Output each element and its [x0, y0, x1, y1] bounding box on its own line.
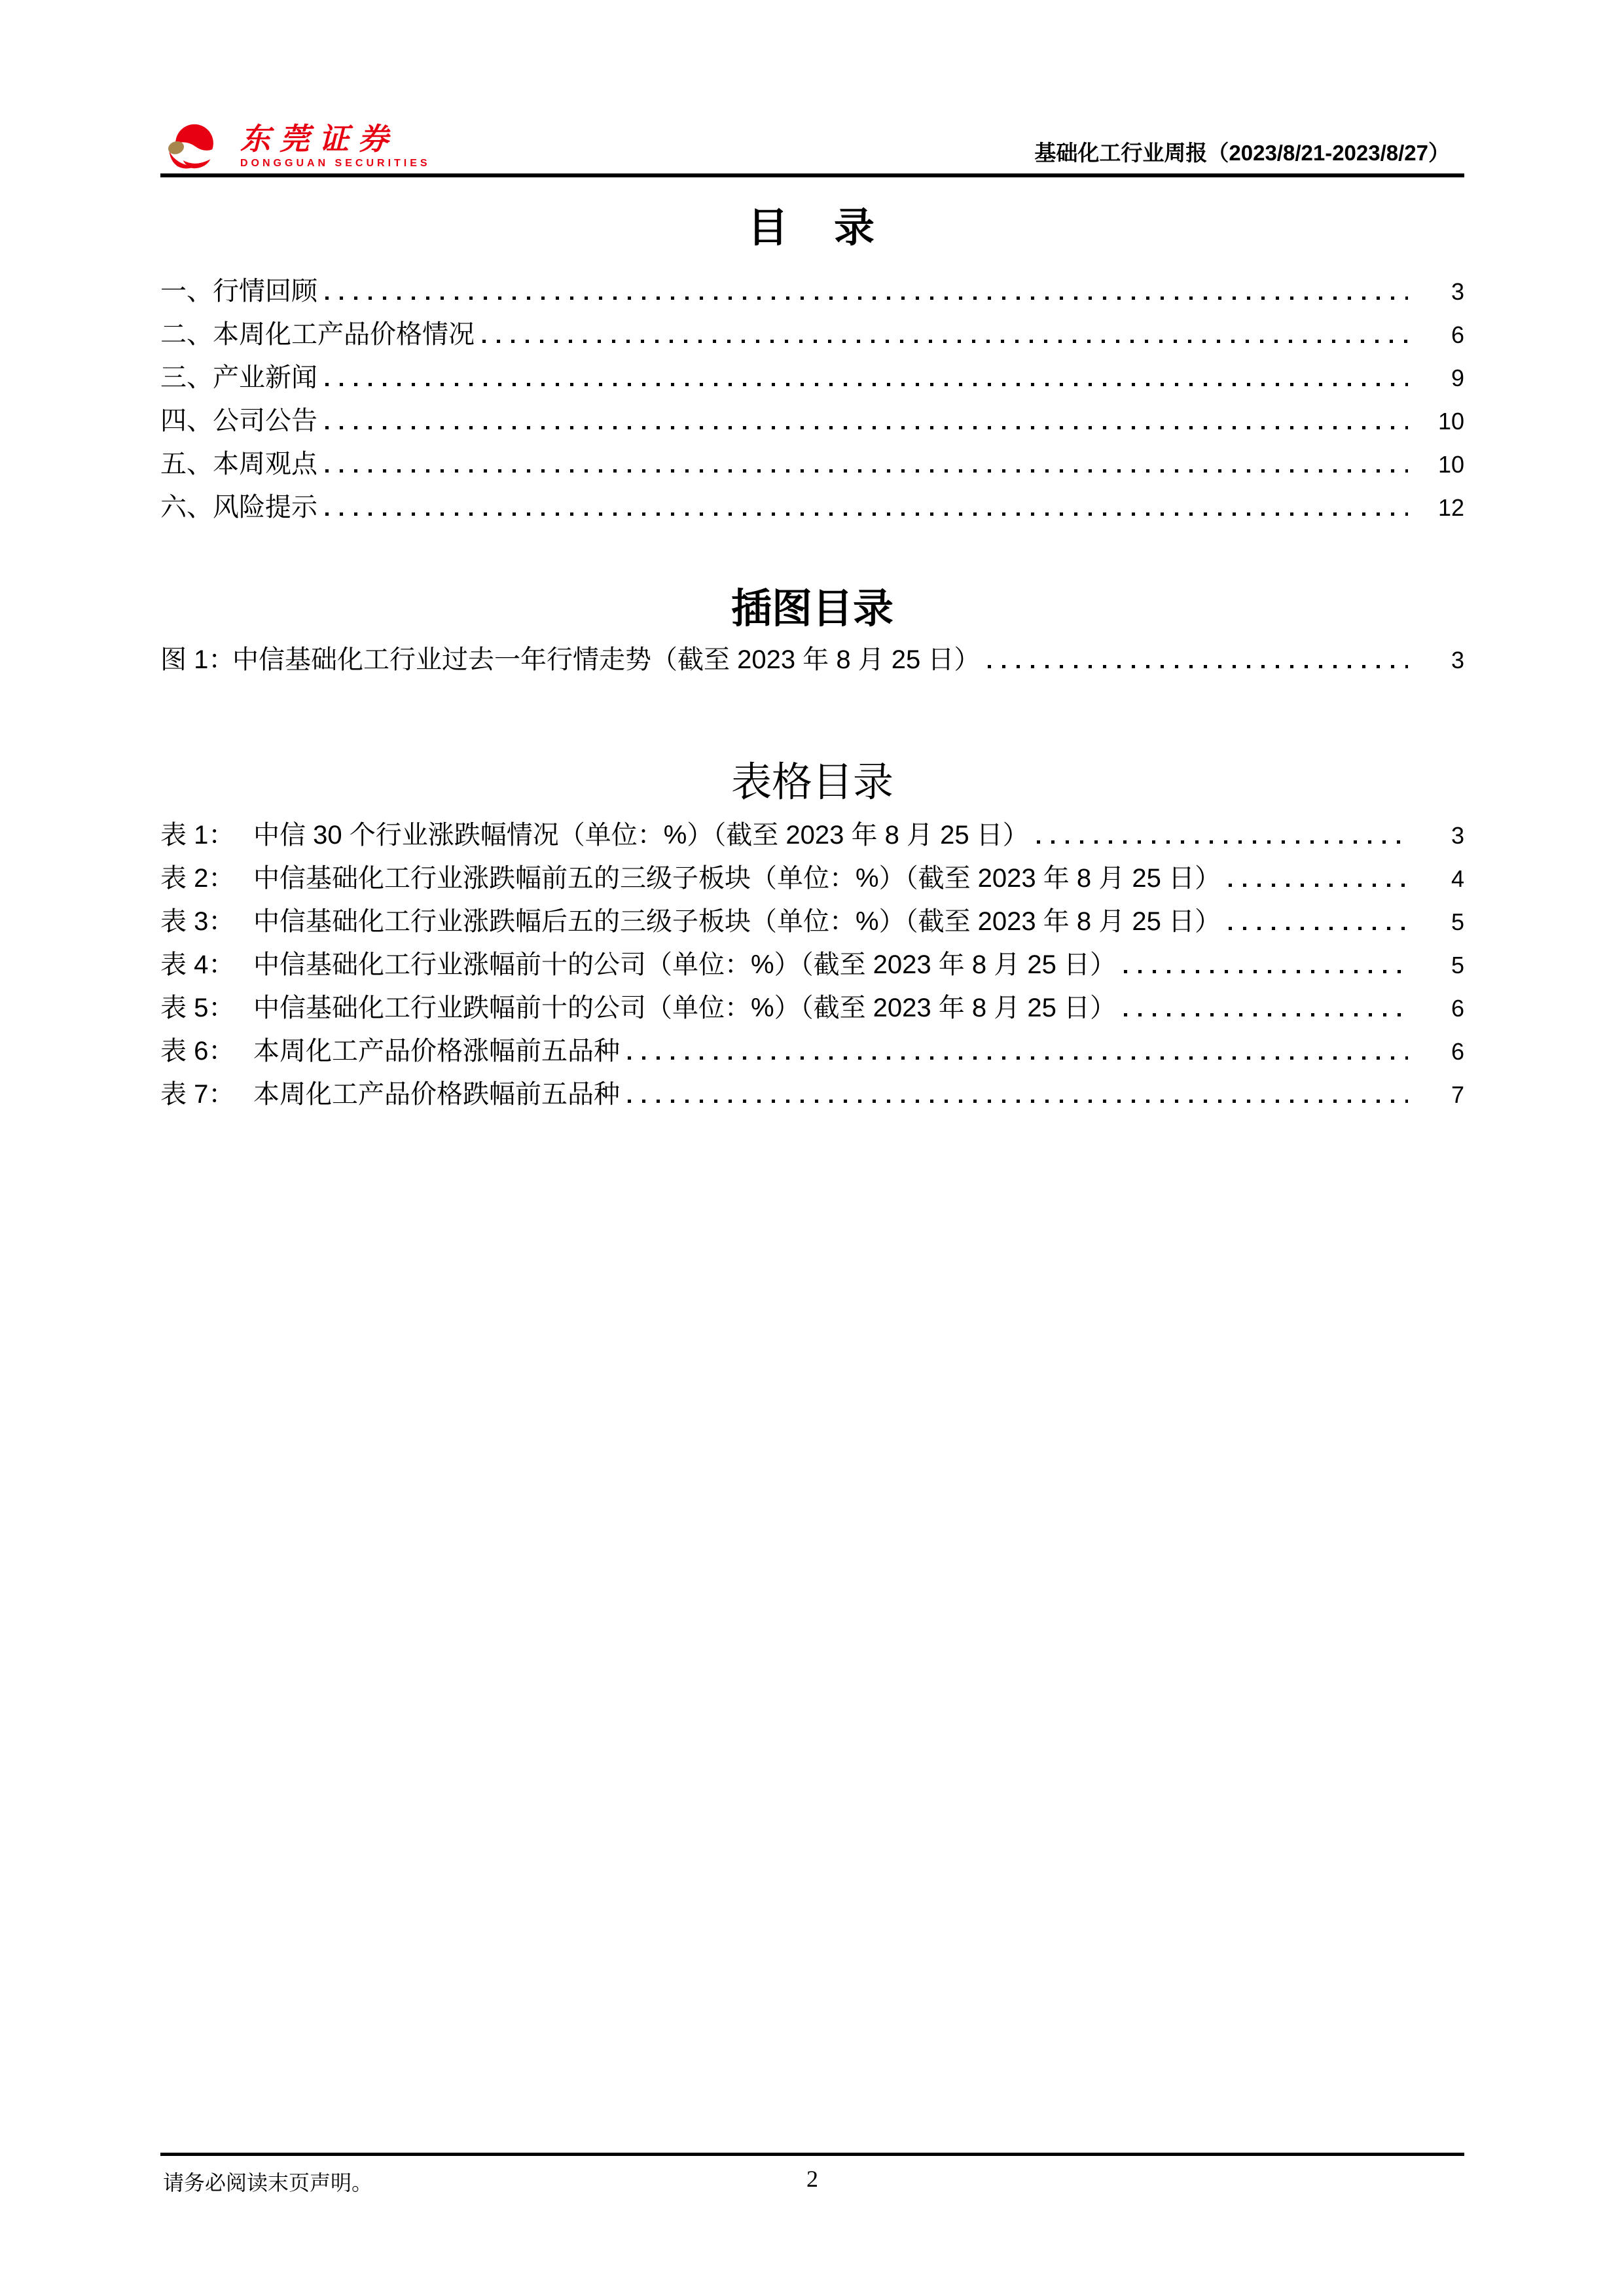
table-entry-label: 中信 30 个行业涨跌幅情况（单位：%）（截至 2023 年 8 月 25 日）: [253, 821, 1029, 850]
brand-text: [240, 124, 431, 170]
table-entry-number: 表 3：: [160, 907, 235, 936]
table-page-number: 6: [1451, 995, 1464, 1022]
dot-leader: [1037, 840, 1408, 844]
table-entry: [160, 900, 1464, 943]
table-page-number: 3: [1451, 822, 1464, 849]
table-entry-number: 表 1：: [160, 821, 235, 850]
table-page-number: 5: [1451, 952, 1464, 978]
table-page-number: 5: [1451, 908, 1464, 935]
tables-list-title: 表格目录: [731, 760, 893, 805]
toc-entry-label: 二、本周化工产品价格情况: [160, 320, 475, 349]
table-page-number: 6: [1451, 1038, 1464, 1065]
brand-logo: [166, 124, 431, 170]
dot-leader: [325, 383, 1408, 386]
toc-entry: [160, 442, 1464, 486]
table-entry-label: 本周化工产品价格跌幅前五品种: [253, 1080, 620, 1109]
toc-entry-label: 三、产业新闻: [160, 363, 317, 392]
dot-leader: [325, 426, 1408, 429]
figure-page-number: 3: [1451, 647, 1464, 673]
dongguan-securities-logo-icon: [166, 124, 223, 170]
dot-leader: [325, 512, 1408, 516]
table-entry-number: 表 6：: [160, 1037, 235, 1066]
table-entry-label: 中信基础化工行业跌幅前十的公司（单位：%）（截至 2023 年 8 月 25 日）: [253, 994, 1116, 1022]
toc-entry-label: 六、风险提示: [160, 493, 317, 522]
toc-page-number: 3: [1451, 278, 1464, 305]
toc-entry-label: 一、行情回顾: [160, 277, 317, 306]
tables-list: [160, 814, 1464, 1116]
figure-entry-number: 图 1：: [160, 645, 235, 674]
toc-entry: [160, 399, 1464, 442]
dot-leader: [1229, 884, 1408, 887]
brand-name-en: DONGGUAN SECURITIES: [240, 158, 431, 169]
dot-leader: [988, 665, 1408, 668]
toc-page-number: 12: [1437, 494, 1464, 521]
table-entry: [160, 986, 1464, 1030]
table-entry: [160, 1030, 1464, 1073]
page-header: [160, 120, 1464, 173]
header-rule: [160, 173, 1464, 177]
toc-entry-label: 五、本周观点: [160, 450, 317, 478]
toc-entry: [160, 486, 1464, 529]
table-entry: [160, 1073, 1464, 1116]
dot-leader: [628, 1100, 1408, 1103]
figures-list: [160, 638, 1464, 681]
footer-page-number: 2: [806, 2166, 818, 2192]
toc-entry-label: 四、公司公告: [160, 406, 317, 435]
toc-list: [160, 270, 1464, 529]
figure-entry-label: 中信基础化工行业过去一年行情走势（截至 2023 年 8 月 25 日）: [232, 645, 981, 674]
table-entry: [160, 857, 1464, 900]
toc-page-number: 10: [1437, 408, 1464, 435]
toc-entry: [160, 270, 1464, 313]
table-entry-label: 本周化工产品价格涨幅前五品种: [253, 1037, 620, 1066]
table-entry-number: 表 4：: [160, 950, 235, 979]
table-entry-number: 表 5：: [160, 994, 235, 1022]
toc-page-number: 6: [1451, 321, 1464, 348]
dot-leader: [325, 469, 1408, 473]
table-entry: [160, 943, 1464, 986]
dot-leader: [628, 1056, 1408, 1060]
table-page-number: 4: [1451, 865, 1464, 892]
toc-entry: [160, 313, 1464, 356]
figures-list-title: 插图目录: [731, 586, 893, 632]
toc-title: 目 录: [747, 206, 877, 251]
table-entry-label: 中信基础化工行业涨跌幅后五的三级子板块（单位：%）（截至 2023 年 8 月 25 日）: [253, 907, 1221, 936]
footer-rule: [160, 2153, 1464, 2156]
toc-page-number: 10: [1437, 451, 1464, 478]
brand-name-cn: 东莞证券: [240, 122, 397, 156]
table-entry-label: 中信基础化工行业涨幅前十的公司（单位：%）（截至 2023 年 8 月 25 日）: [253, 950, 1116, 979]
footer-disclaimer: 请务必阅读末页声明。: [163, 2171, 373, 2195]
dot-leader: [482, 340, 1408, 343]
table-entry: [160, 814, 1464, 857]
figure-entry: [160, 638, 1464, 681]
dot-leader: [1124, 970, 1408, 973]
table-entry-number: 表 2：: [160, 864, 235, 893]
table-page-number: 7: [1451, 1081, 1464, 1108]
toc-entry: [160, 356, 1464, 399]
report-title: 基础化工行业周报（2023/8/21-2023/8/27）: [1034, 141, 1450, 165]
dot-leader: [325, 296, 1408, 300]
table-entry-label: 中信基础化工行业涨跌幅前五的三级子板块（单位：%）（截至 2023 年 8 月 25 日）: [253, 864, 1221, 893]
dot-leader: [1124, 1013, 1408, 1016]
table-entry-number: 表 7：: [160, 1080, 235, 1109]
dot-leader: [1229, 927, 1408, 930]
toc-page-number: 9: [1451, 365, 1464, 391]
